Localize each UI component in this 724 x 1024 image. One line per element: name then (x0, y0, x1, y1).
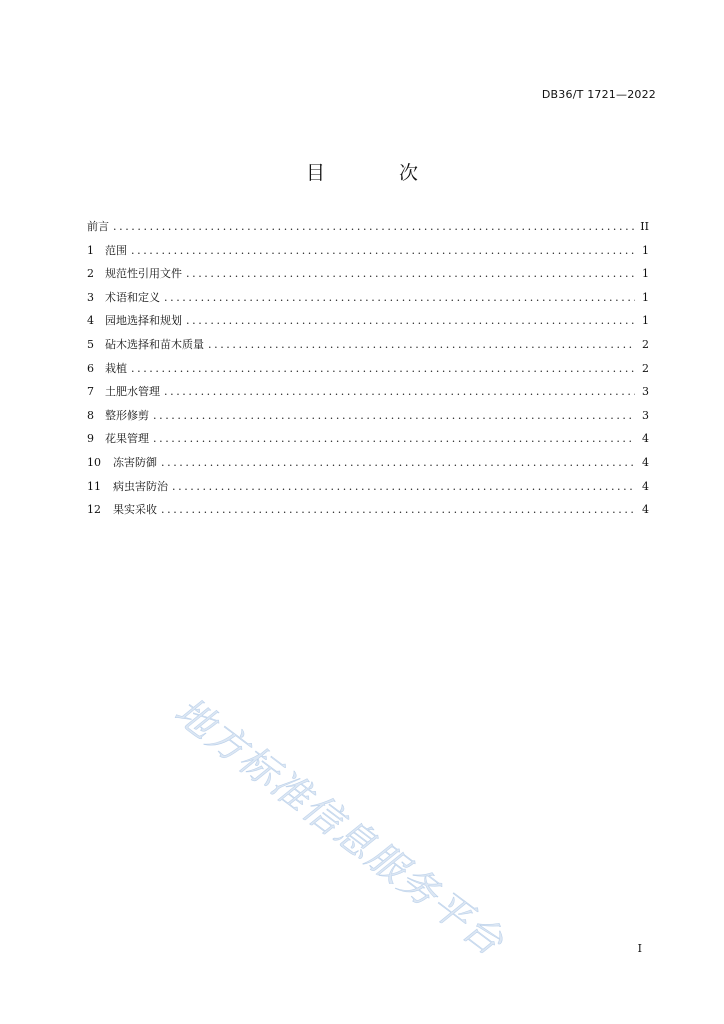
toc-leader-dots (186, 314, 635, 327)
toc-entry-pruning[interactable] (87, 407, 649, 431)
toc-entry-page: 4 (642, 432, 649, 446)
table-of-contents (87, 218, 649, 525)
toc-entry-label: 前言 (87, 220, 109, 233)
toc-entry-label: 土肥水管理 (105, 385, 160, 399)
toc-leader-dots (161, 503, 635, 516)
toc-entry-number: 5 (87, 337, 94, 351)
toc-leader-dots (131, 244, 635, 257)
toc-entry-number: 8 (87, 408, 94, 422)
toc-entry-normative-references[interactable] (87, 265, 649, 289)
toc-entry-page: 1 (642, 243, 649, 257)
page-title: 目 次 (305, 162, 453, 184)
toc-leader-dots (186, 267, 635, 280)
toc-leader-dots (161, 456, 635, 469)
toc-entry-scope[interactable] (87, 242, 649, 266)
toc-entry-page: 2 (642, 337, 649, 351)
toc-entry-number: 3 (87, 290, 94, 304)
toc-entry-label: 整形修剪 (105, 408, 149, 422)
toc-entry-rootstock[interactable] (87, 336, 649, 360)
toc-entry-planting[interactable] (87, 360, 649, 384)
toc-entry-pest-control[interactable] (87, 478, 649, 502)
toc-entry-page: 4 (642, 479, 649, 493)
document-code: DB36/T 1721—2022 (541, 88, 656, 101)
toc-leader-dots (153, 409, 635, 422)
toc-entry-page: 1 (642, 267, 649, 281)
toc-entry-number: 11 (87, 479, 101, 493)
toc-leader-dots (208, 338, 635, 351)
toc-entry-number: 2 (87, 267, 94, 281)
toc-leader-dots (164, 291, 635, 304)
toc-entry-page: II (640, 220, 649, 233)
toc-leader-dots (113, 220, 635, 233)
toc-leader-dots (164, 385, 635, 398)
toc-entry-page: 3 (642, 408, 649, 422)
toc-entry-label: 果实采收 (113, 503, 157, 517)
toc-entry-label: 栽植 (105, 361, 127, 375)
toc-entry-number: 6 (87, 361, 94, 375)
toc-entry-page: 2 (642, 361, 649, 375)
toc-entry-label: 园地选择和规划 (105, 314, 182, 328)
toc-entry-number: 4 (87, 314, 94, 328)
toc-entry-foreword[interactable] (87, 218, 649, 242)
toc-entry-number: 10 (87, 455, 101, 469)
toc-entry-page: 3 (642, 385, 649, 399)
watermark: 地方标准信息服务平台 (166, 688, 513, 965)
toc-leader-dots (153, 432, 635, 445)
toc-entry-number: 1 (87, 243, 94, 257)
toc-entry-soil-fertilizer-water[interactable] (87, 383, 649, 407)
toc-entry-site-selection[interactable] (87, 312, 649, 336)
toc-entry-page: 1 (642, 290, 649, 304)
toc-entry-label: 规范性引用文件 (105, 267, 182, 281)
toc-entry-frost-protection[interactable] (87, 454, 649, 478)
toc-entry-page: 4 (642, 455, 649, 469)
toc-entry-number: 12 (87, 503, 101, 517)
toc-entry-label: 术语和定义 (105, 290, 160, 304)
toc-entry-page: 1 (642, 314, 649, 328)
toc-entry-label: 砧木选择和苗木质量 (105, 337, 204, 351)
page-number: I (637, 942, 642, 955)
toc-entry-terms[interactable] (87, 289, 649, 313)
toc-entry-label: 病虫害防治 (113, 479, 168, 493)
toc-entry-number: 7 (87, 385, 94, 399)
toc-entry-label: 冻害防御 (113, 455, 157, 469)
toc-entry-harvest[interactable] (87, 501, 649, 525)
toc-entry-flower-fruit[interactable] (87, 430, 649, 454)
toc-entry-label: 范围 (105, 243, 127, 257)
toc-entry-number: 9 (87, 432, 94, 446)
toc-leader-dots (131, 362, 635, 375)
toc-entry-page: 4 (642, 503, 649, 517)
toc-entry-label: 花果管理 (105, 432, 149, 446)
toc-leader-dots (172, 480, 635, 493)
